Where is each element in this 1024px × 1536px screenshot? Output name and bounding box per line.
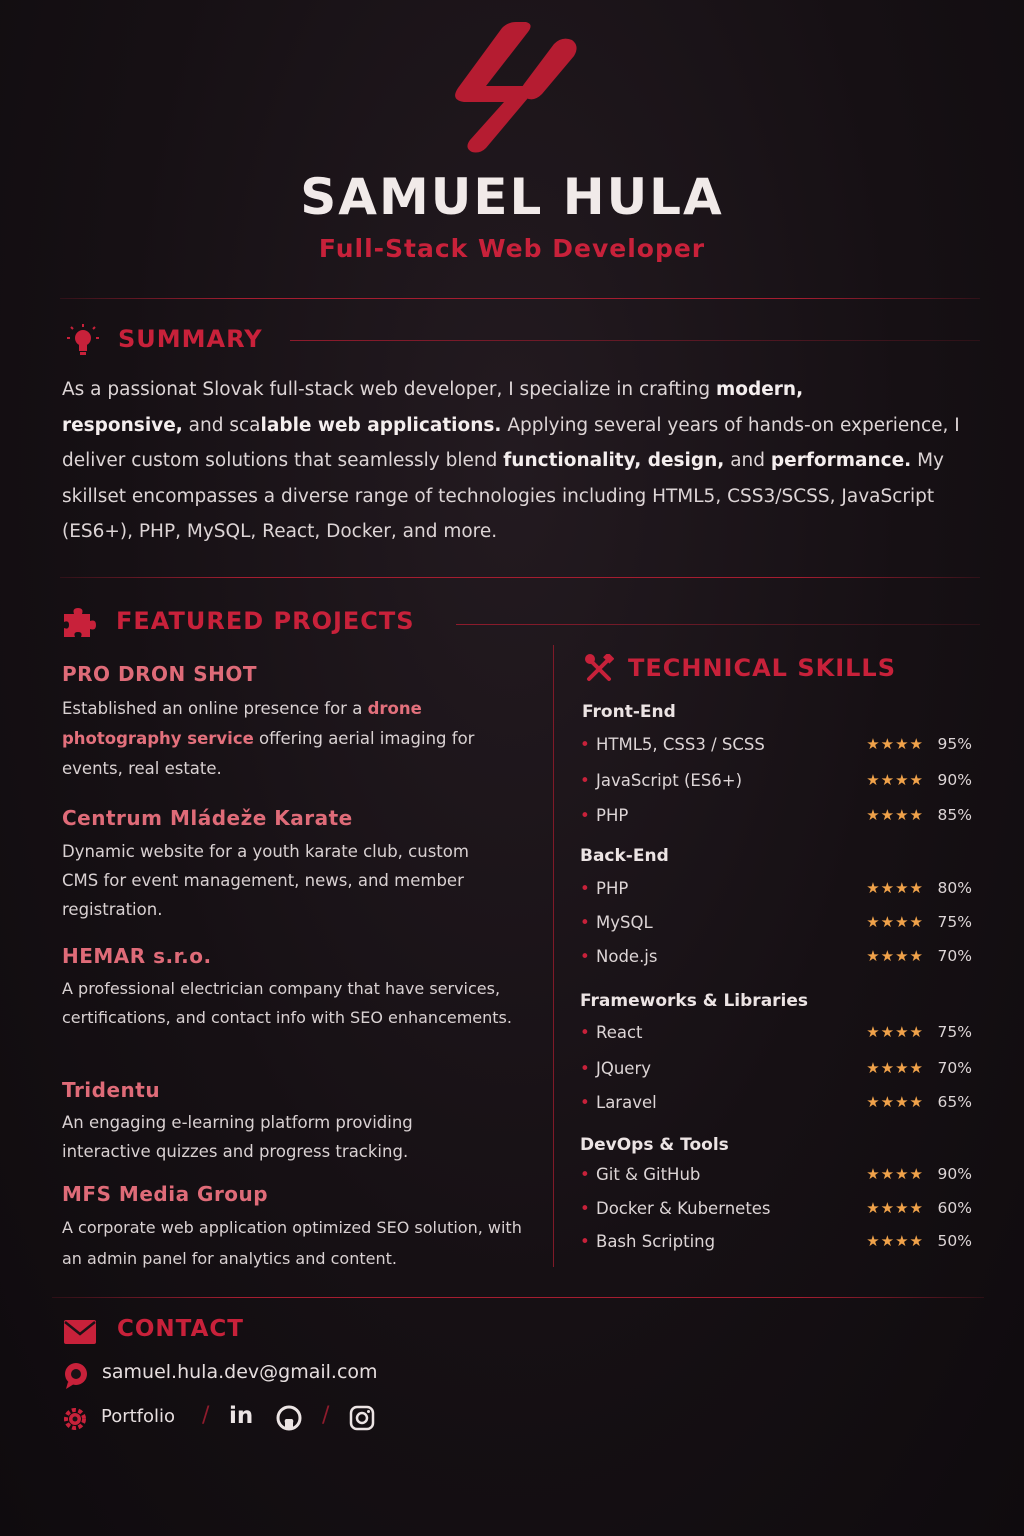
- project-description: An engaging e-learning platform providing interactive quizzes and progress tracking.: [62, 1113, 413, 1161]
- portfolio-link[interactable]: Portfolio: [101, 1406, 176, 1427]
- linkedin-icon[interactable]: in: [229, 1403, 254, 1429]
- envelope-icon: [64, 1320, 96, 1344]
- skill-row: • JQuery ★★★★ 70%: [580, 1059, 972, 1078]
- summary-text: As a passionat Slovak full-stack web developer, I specialize in crafting modern, responsive, and scalable web applications. Applying several years of hands-on experience, I deliver custom solutions that seamlessly blend functionality, design, and performance. My skillset encompasses a diverse range of technologies including HTML5, CSS3/SCSS, JavaScript (ES6+), PHP, MySQL, React, Docker, and more.: [62, 379, 960, 542]
- section-line: [456, 624, 980, 625]
- section-line: [290, 340, 980, 341]
- column-divider: [553, 645, 554, 1267]
- role-subtitle: Full-Stack Web Developer: [318, 234, 706, 263]
- separator: /: [202, 1403, 210, 1428]
- divider: [60, 298, 980, 299]
- separator: /: [322, 1403, 330, 1428]
- skill-row: • Node.js ★★★★ 70%: [580, 947, 972, 966]
- project-description: Dynamic website for a youth karate club, custom CMS for event management, news, and member registration.: [62, 842, 469, 919]
- rating-stars-icon: ★★★★: [866, 1165, 924, 1183]
- skill-row: • HTML5, CSS3 / SCSS ★★★★ 95%: [580, 735, 972, 754]
- skill-group-title: DevOps & Tools: [580, 1135, 729, 1155]
- rating-stars-icon: ★★★★: [866, 947, 924, 965]
- skill-row: • PHP ★★★★ 85%: [580, 806, 972, 825]
- rating-stars-icon: ★★★★: [866, 771, 924, 789]
- skill-group-title: Back-End: [580, 846, 669, 866]
- logo-icon: [442, 20, 592, 155]
- divider: [60, 577, 980, 578]
- project-description: Established an online presence for a drone photography service offering aerial imaging for events, real estate.: [62, 699, 475, 778]
- name-heading: SAMUEL HULA: [300, 168, 724, 226]
- email-link[interactable]: samuel.hula.dev@gmail.com: [102, 1361, 378, 1383]
- project-title: Tridentu: [62, 1078, 161, 1102]
- lightbulb-icon: [66, 324, 100, 358]
- project-title: HEMAR s.r.o.: [62, 944, 212, 968]
- rating-stars-icon: ★★★★: [866, 735, 924, 753]
- rating-stars-icon: ★★★★: [866, 1199, 924, 1217]
- skills-heading: TECHNICAL SKILLS: [628, 654, 896, 682]
- skill-row: • Bash Scripting ★★★★ 50%: [580, 1232, 972, 1251]
- skill-row: • React ★★★★ 75%: [580, 1023, 972, 1042]
- puzzle-icon: [62, 608, 96, 638]
- rating-stars-icon: ★★★★: [866, 1232, 924, 1250]
- rating-stars-icon: ★★★★: [866, 913, 924, 931]
- chat-bubble-icon: [62, 1362, 90, 1390]
- gear-icon: [62, 1406, 88, 1432]
- skill-group-title: Front-End: [582, 702, 676, 722]
- skill-row: • Git & GitHub ★★★★ 90%: [580, 1165, 972, 1184]
- rating-stars-icon: ★★★★: [866, 806, 924, 824]
- contact-heading: CONTACT: [117, 1316, 244, 1342]
- rating-stars-icon: ★★★★: [866, 1059, 924, 1077]
- divider: [52, 1297, 984, 1298]
- rating-stars-icon: ★★★★: [866, 879, 924, 897]
- project-title: Centrum Mládeže Karate: [62, 806, 353, 830]
- project-description: A corporate web application optimized SEO solution, with an admin panel for analytics and content.: [62, 1218, 522, 1268]
- skill-row: • JavaScript (ES6+) ★★★★ 90%: [580, 771, 972, 790]
- project-title: MFS Media Group: [62, 1182, 269, 1206]
- project-title: PRO DRON SHOT: [62, 662, 258, 686]
- github-icon[interactable]: [275, 1404, 303, 1432]
- project-description: A professional electrician company that have services, certifications, and contact info with SEO enhancements.: [62, 979, 512, 1027]
- rating-stars-icon: ★★★★: [866, 1093, 924, 1111]
- instagram-icon[interactable]: [349, 1405, 375, 1431]
- rating-stars-icon: ★★★★: [866, 1023, 924, 1041]
- skill-group-title: Frameworks & Libraries: [580, 991, 809, 1011]
- summary-heading: SUMMARY: [118, 325, 263, 353]
- skill-row: • PHP ★★★★ 80%: [580, 879, 972, 898]
- tools-icon: [584, 654, 614, 684]
- skill-row: • MySQL ★★★★ 75%: [580, 913, 972, 932]
- skill-row: • Laravel ★★★★ 65%: [580, 1093, 972, 1112]
- projects-heading: FEATURED PROJECTS: [116, 607, 415, 635]
- skill-row: • Docker & Kubernetes ★★★★ 60%: [580, 1199, 972, 1218]
